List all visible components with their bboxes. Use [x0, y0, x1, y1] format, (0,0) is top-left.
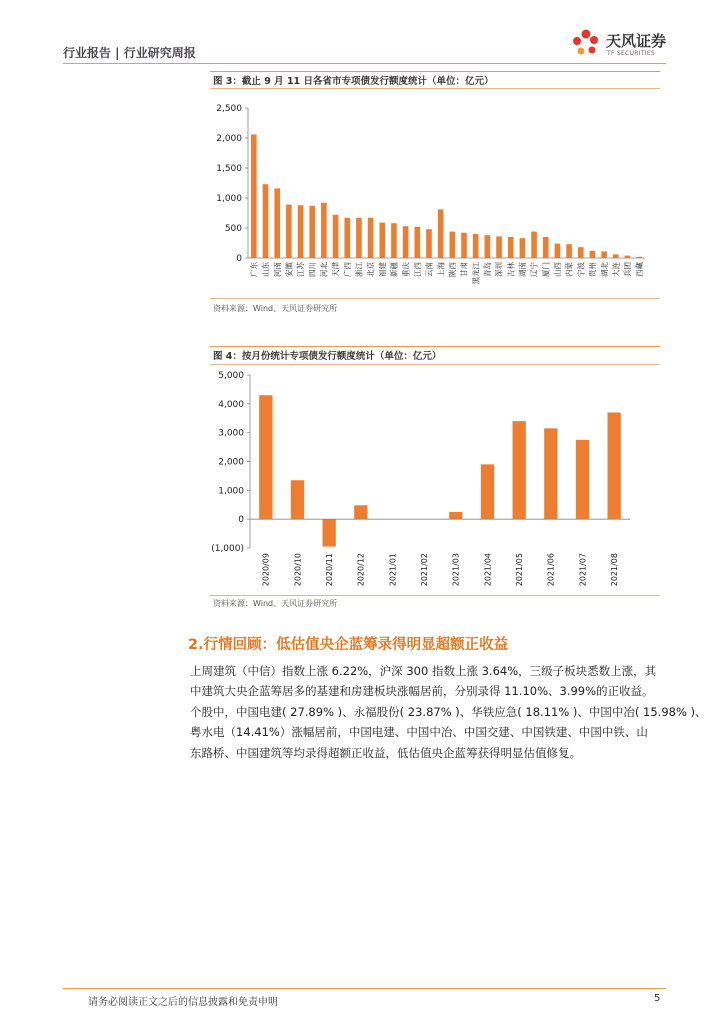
bar	[590, 251, 596, 258]
section-title: 2.行情回顾：低估值央企蓝筹录得明显超额正收益	[188, 637, 509, 653]
x-tick-label: 陕西	[447, 262, 457, 277]
x-tick-label: 深圳	[494, 262, 504, 277]
figure4-title: 图 4：按月份统计专项债发行额度统计（单位：亿元）	[213, 351, 442, 362]
figure3-title-rule	[210, 88, 660, 89]
footer-disclaimer: 请务必阅读正文之后的信息披露和免责申明	[88, 997, 278, 1008]
section-body	[190, 661, 707, 763]
bar	[403, 226, 409, 258]
y-tick-label: 4,000	[218, 399, 244, 410]
x-tick-label: 内蒙	[564, 262, 574, 277]
y-tick-label: 3,000	[218, 428, 244, 439]
bar	[286, 205, 292, 258]
bar	[450, 232, 456, 258]
x-tick-label: 山西	[553, 262, 563, 277]
x-tick-label: 2021/07	[578, 553, 588, 587]
bar	[368, 218, 374, 258]
x-tick-label: 2020/10	[293, 553, 303, 587]
bar	[344, 218, 350, 258]
figure4-bottom-rule	[210, 595, 660, 596]
x-tick-label: 厦门	[541, 262, 551, 277]
x-tick-label: 浙江	[354, 262, 364, 277]
bar	[251, 134, 257, 258]
bar	[543, 237, 549, 258]
bar	[531, 232, 537, 258]
x-tick-label: 河南	[272, 262, 282, 277]
x-tick-label: 湖南	[518, 262, 528, 277]
x-tick-label: 兵团	[623, 262, 633, 277]
bar	[391, 223, 397, 258]
bar	[449, 512, 462, 519]
bar	[298, 205, 304, 258]
figure3-chart	[210, 96, 660, 300]
y-tick-label: 2,000	[218, 457, 244, 468]
page-number: 5	[654, 993, 661, 1004]
x-tick-label: 2021/03	[451, 553, 461, 587]
y-tick-label: 1,000	[216, 194, 242, 204]
body-line: 上周建筑（中信）指数上涨 6.22%，沪深 300 指数上涨 3.64%，三级子板块悉数上涨，其	[190, 664, 657, 678]
x-tick-label: 大连	[611, 262, 621, 277]
x-tick-label: 新疆	[389, 262, 399, 277]
y-tick-label: 0	[238, 515, 244, 526]
x-tick-label: 2021/04	[483, 553, 493, 587]
x-tick-label: 云南	[424, 262, 434, 277]
bar	[496, 236, 502, 258]
bar	[608, 412, 621, 519]
bar	[291, 480, 304, 519]
bar	[613, 254, 619, 258]
y-tick-label: 1,500	[216, 164, 242, 174]
figure4-chart	[210, 366, 660, 596]
bar	[323, 519, 336, 546]
x-tick-label: 山东	[261, 262, 271, 277]
x-tick-label: 福建	[377, 262, 387, 277]
bar	[263, 184, 269, 258]
body-line: 东路桥、中国建筑等均录得超额正收益，低估值央企蓝筹获得明显估值修复。	[190, 745, 581, 760]
x-tick-label: 广东	[249, 262, 259, 277]
bar	[601, 251, 607, 258]
y-tick-label: 0	[236, 254, 242, 264]
y-tick-label: 5,000	[218, 371, 244, 381]
bar	[309, 206, 315, 258]
body-line: 个股中，中国电建( 27.89% )、永福股份( 23.87% )、华铁应急( 18.11% )、中国中冶( 15.98% )、	[190, 704, 707, 719]
y-tick-label: 2,500	[216, 104, 242, 114]
bar	[356, 218, 362, 258]
figure4-top-rule	[210, 346, 660, 347]
bar	[578, 247, 584, 258]
x-tick-label: 江苏	[296, 262, 306, 277]
x-tick-label: 河北	[319, 262, 329, 277]
body-line: 中建筑大央企蓝筹居多的基建和房建板块涨幅居前，分别录得 11.10%、3.99%的正收益。	[190, 684, 654, 699]
x-tick-label: 贵州	[588, 262, 598, 277]
x-tick-label: 西藏	[634, 262, 644, 277]
x-tick-label: 青岛	[482, 262, 492, 277]
x-tick-label: 黑龙江	[471, 262, 481, 285]
bar	[461, 233, 467, 258]
x-tick-label: 2020/12	[356, 553, 366, 587]
x-tick-label: 辽宁	[529, 262, 539, 277]
bar	[485, 235, 491, 258]
x-tick-label: 安徽	[284, 262, 294, 277]
figure3-source: 资料来源：Wind、天风证券研究所	[213, 304, 338, 313]
x-tick-label: 2021/08	[609, 553, 619, 587]
bar	[274, 188, 280, 258]
bar	[333, 215, 339, 258]
figure3-top-rule	[210, 71, 660, 72]
header-divider	[63, 63, 666, 64]
x-tick-label: 北京	[366, 262, 376, 277]
x-tick-label: 2020/11	[324, 553, 334, 587]
y-tick-label: 1,000	[218, 486, 244, 497]
x-tick-label: 上海	[436, 262, 446, 277]
bar	[379, 223, 385, 258]
bar	[544, 428, 557, 519]
bar	[566, 244, 572, 258]
figure4-title-rule	[210, 364, 660, 365]
x-tick-label: 2021/06	[546, 553, 556, 587]
x-tick-label: 重庆	[401, 262, 411, 277]
bar	[438, 209, 444, 258]
x-tick-label: 2021/05	[514, 553, 524, 587]
x-tick-label: 湖北	[599, 262, 609, 277]
figure3-bottom-rule	[210, 298, 660, 299]
y-tick-label: (1,000)	[211, 544, 244, 554]
x-tick-label: 2021/02	[419, 553, 429, 587]
bar	[259, 395, 272, 519]
x-tick-label: 广西	[342, 262, 352, 277]
x-tick-label: 2021/01	[388, 553, 398, 587]
x-tick-label: 四川	[307, 262, 317, 277]
logo-company-name-en: TF SECURITIES	[607, 50, 656, 57]
figure3-title: 图 3：截止 9 月 11 日各省市专项债发行额度统计（单位：亿元）	[213, 76, 494, 87]
y-tick-label: 500	[224, 224, 242, 234]
bar	[426, 229, 432, 258]
bar	[321, 203, 327, 258]
body-line: 粤水电（14.41%）涨幅居前，中国电建、中国中冶、中国交建、中国铁建、中国中铁、山	[190, 725, 648, 740]
y-tick-label: 2,000	[216, 134, 242, 144]
figure4-source: 资料来源：Wind、天风证券研究所	[213, 599, 338, 608]
bar	[513, 421, 526, 519]
bar	[508, 237, 514, 258]
footer-divider	[63, 988, 666, 989]
x-tick-label: 甘肃	[459, 262, 469, 277]
x-tick-label: 2020/09	[261, 553, 271, 587]
bar	[473, 234, 479, 258]
x-tick-label: 宁波	[576, 262, 586, 277]
x-tick-label: 吉林	[506, 262, 516, 277]
x-tick-label: 江西	[412, 262, 422, 277]
x-tick-label: 天津	[331, 262, 341, 277]
bar	[520, 238, 526, 258]
logo-company-name: 天风证券	[606, 32, 667, 50]
bar	[354, 505, 367, 519]
bar	[576, 440, 589, 519]
report-type-label: 行业报告 | 行业研究周报	[63, 46, 196, 60]
bar	[415, 227, 421, 258]
bar	[481, 464, 494, 519]
bar	[555, 244, 561, 258]
